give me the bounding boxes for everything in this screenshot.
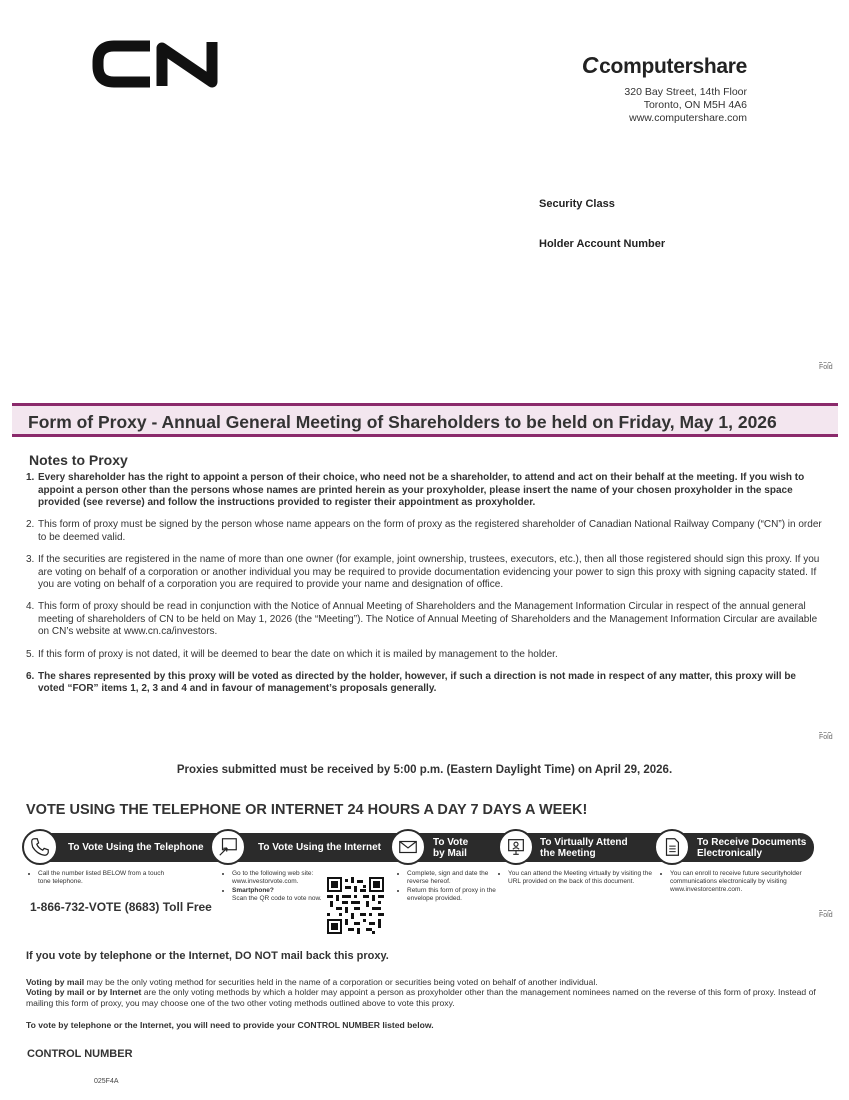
company-address [624, 86, 747, 125]
vote-telephone-label: To Vote Using the Telephone [68, 842, 204, 853]
note-item [26, 601, 824, 639]
instruction-item: • Go to the following web site: www.investorvote.com. [232, 870, 322, 886]
fold-mark: Fold [819, 364, 833, 371]
holder-account-label: Holder Account Number [539, 238, 666, 250]
qr-code-icon[interactable] [327, 877, 384, 934]
mail-instructions [397, 870, 497, 904]
note-text: If this form of proxy is not dated, it will be deemed to bear the date on which it is mailed by management to the holder. [38, 648, 558, 660]
vote-internet-label: To Vote Using the Internet [258, 842, 381, 853]
note-item [26, 554, 824, 592]
brand-name: computershare [599, 55, 747, 78]
vote-electronic-label [697, 833, 806, 862]
smartphone-label: Smartphone? [232, 887, 274, 894]
note-text: This form of proxy must be signed by the person whose name appears on the form of proxy as the registered shareholder of Canadian National Railway Company (“CN”) in order to be deemed valid. [38, 519, 822, 543]
note-text: The shares represented by this proxy will be voted as directed by the holder, however, if such a direction is not made in respect of any matter, this proxy will be voted “FOR” items 1, 2, 3 and 4 and in favour of management’s proposals generally. [38, 670, 796, 695]
instruction-item: • Return this form of proxy in the envelope provided. [407, 887, 497, 903]
vote-electronic-label-line: Electronically [697, 847, 763, 859]
vote-virtual-label-line: the Meeting [540, 847, 596, 859]
note-text: If the securities are registered in the name of more than one owner (for example, joint ownership, trustees, executors, etc.), then all those registered should sign this proxy. If you are voting on behalf of a corporation or another individual you may be required to provide documentation evidencing your power to sign this proxy with signing capacity stated. If you are voting on behalf of a corporation you are required to provide your name and designation of office. [38, 553, 820, 591]
instruction-item: • You can enroll to receive future securityholder communications electronically by visiting www.investorcentre.com. [670, 870, 816, 894]
mail-internet-bold: Voting by mail or by Internet [26, 987, 142, 998]
smartphone-text: Scan the QR code to vote now. [232, 895, 322, 902]
vote-electronic-label-line: To Receive Documents [697, 836, 807, 848]
note-item [26, 519, 824, 544]
envelope-icon [390, 829, 426, 865]
computershare-logo [582, 52, 747, 79]
virtual-meeting-icon [498, 829, 534, 865]
vote-virtual-label-line: To Virtually Attend [540, 836, 628, 848]
document-icon [654, 829, 690, 865]
note-number: 6. [26, 670, 35, 682]
instruction-item [232, 887, 322, 903]
phone-icon [22, 829, 58, 865]
vote-mail-label [433, 833, 468, 862]
internet-cursor-icon [210, 829, 246, 865]
mail-internet-paragraph [26, 987, 826, 1008]
instruction-item: • Call the number listed BELOW from a touch tone telephone. [38, 870, 178, 886]
vote-heading: VOTE USING THE TELEPHONE OR INTERNET 24 HOURS A DAY 7 DAYS A WEEK! [26, 802, 588, 818]
mail-internet-text: are the only voting methods by which a holder may appoint a person as proxyholder other than the management nominees named on the reverse of this form of proxy. Instead of mailing this form of proxy, you may choose one of the two other voting methods outlined above to vote this proxy. [26, 987, 816, 1008]
computershare-swirl-icon: C [581, 52, 599, 78]
electronic-instructions [660, 870, 816, 895]
vote-virtual-label [540, 833, 628, 862]
instruction-item: • You can attend the Meeting virtually by visiting the URL provided on the back of this document. [508, 870, 654, 886]
vote-mail-label-line: To Vote [433, 836, 469, 848]
mail-paragraph [26, 977, 826, 987]
telephone-number: 1-866-732-VOTE (8683) Toll Free [30, 900, 212, 914]
no-mail-warning: If you vote by telephone or the Internet, DO NOT mail back this proxy. [26, 950, 389, 962]
note-text: Every shareholder has the right to appoint a person of their choice, who need not be a shareholder, to attend and act on their behalf at the meeting. If you wish to appoint a person other than the persons whose names are printed herein as your proxyholder, please insert the name of your chosen proxyholder in the space provided (see reverse) and follow the instructions provided to register their appointment as proxyholder. [38, 472, 805, 509]
notes-heading: Notes to Proxy [29, 452, 128, 468]
note-number: 4. [26, 601, 35, 613]
telephone-instructions [28, 870, 178, 887]
vote-methods-bar [24, 833, 814, 862]
note-number: 3. [26, 553, 35, 565]
title-band [12, 403, 838, 437]
cn-logo [88, 38, 230, 90]
virtual-instructions [498, 870, 654, 887]
note-item [26, 472, 824, 510]
note-item [26, 671, 824, 696]
address-line: 320 Bay Street, 14th Floor [624, 86, 747, 98]
note-number: 1. [26, 472, 35, 483]
control-instruction: To vote by telephone or the Internet, you will need to provide your CONTROL NUMBER listed below. [26, 1020, 434, 1030]
note-number: 5. [26, 648, 35, 660]
instruction-item: • Complete, sign and date the reverse hereof. [407, 870, 497, 886]
note-item [26, 649, 824, 662]
notes-list [26, 472, 824, 705]
note-text: This form of proxy should be read in conjunction with the Notice of Annual Meeting of Shareholders and the Management Information Circular in respect of the annual general meeting of shareholders of CN to be held on May 1, 2026 (the “Meeting”). The Notice of Annual Meeting of Shareholders and the Management Information Circular are available on CN’s website at www.cn.ca/investors. [38, 601, 818, 638]
address-line: www.computershare.com [629, 112, 747, 124]
vote-mail-label-line: by Mail [433, 847, 467, 859]
security-class-label: Security Class [539, 198, 615, 210]
fold-mark: Fold [819, 912, 833, 919]
fold-mark: Fold [819, 734, 833, 741]
document-code: 025F4A [94, 1078, 119, 1085]
submission-deadline: Proxies submitted must be received by 5:00 p.m. (Eastern Daylight Time) on April 29, 2026. [176, 764, 673, 776]
note-number: 2. [26, 519, 35, 531]
mail-bold: Voting by mail [26, 977, 85, 987]
address-line: Toronto, ON M5H 4A6 [643, 99, 747, 111]
voting-methods-paragraph [26, 977, 826, 1008]
internet-instructions [222, 870, 322, 904]
mail-text: may be the only voting method for securities held in the name of a corporation or securities being voted on behalf of another individual. [84, 977, 598, 987]
control-number-label: CONTROL NUMBER [27, 1048, 133, 1060]
page-title: Form of Proxy - Annual General Meeting of Shareholders to be held on Friday, May 1, 2026 [28, 412, 777, 432]
